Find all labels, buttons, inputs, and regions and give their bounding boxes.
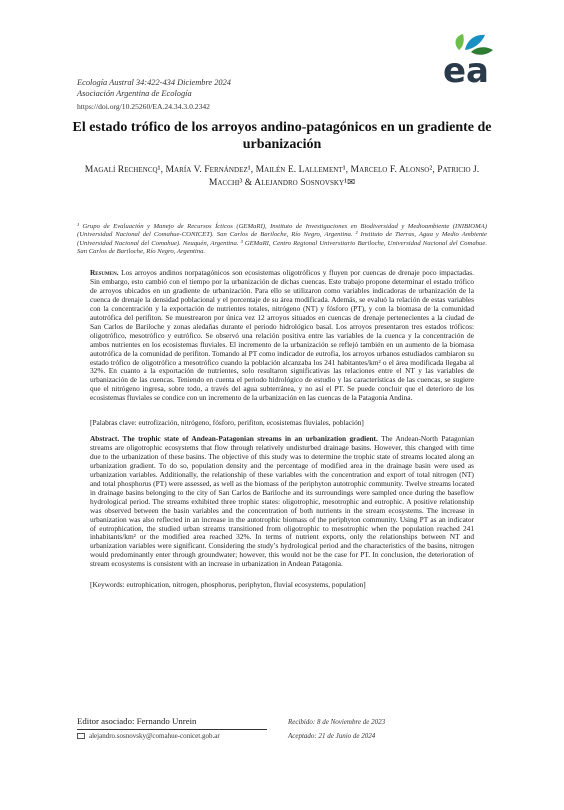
doi-link[interactable]: https://doi.org/10.25260/EA.24.34.3.0.2342: [77, 102, 210, 111]
abstract-es-heading: Resumen.: [90, 268, 119, 277]
accepted-date: Aceptado: 21 de Junio de 2024: [288, 732, 376, 740]
journal-society: Asociación Argentina de Ecología: [77, 89, 192, 98]
affiliations: ¹ Grupo de Evaluación y Manejo de Recursos Ícticos (GEMaRI), Instituto de Investigaciones en Biodiversidad y Medioambiente (INIBIOMA) (Universidad Nacional del Comahue-CONICET). San Carlos de Bariloche, Río Negro, Argentina. ² Instituto de Tierras, Agua y Medio Ambiente (Universidad Nacional del Comahue). Neuquén, Argentina. ³ GEMaRI, Centro Regional Universitario Bariloche, Universidad Nacional del Comahue. San Carlos de Bariloche, Río Negro, Argentina.: [77, 223, 487, 256]
abstract-es: [90, 269, 474, 403]
logo-text: ea: [443, 51, 490, 88]
article-title: El estado trófico de los arroyos andino-patagónicos en un gradiente de urbanización: [72, 120, 492, 152]
footer-divider: [77, 729, 267, 730]
abstract-en: [90, 435, 474, 569]
abstract-es-text: Los arroyos andinos norpatagónicos son ecosistemas oligotróficos y fluyen por cuencas de drenaje poco impactadas. Sin embargo, esto cambió con el tiempo por la urbanización de dichas cuencas. Este trabajo propone determinar el estado trófico de arroyos ubicados en un gradiente de urbanización. Para ello se utilizaron como variables indicadoras de urbanización de la cuenca de drenaje la densidad poblacional y el porcentaje de su área modificada. Además, se evaluó la relación de estas variables con la concentración y la exportación de nutrientes totales, nitrógeno (NT) y fósforo (PT), y con la biomasa de la comunidad autotrófica del perifiton. Se muestrearon por única vez 12 arroyos situados en cuencas de drenaje pertenecientes a la ciudad de San Carlos de Bariloche y zonas aledañas durante el periodo hidrológico basal. Los arroyos presentaron tres estados tróficos: oligotrófico, mesotrófico y eutrófico. Se observó una relación positiva entre las variables de la cuenca y la concentración de ambos nutrientes en los ecosistemas fluviales. El incremento de la urbanización se reflejó también en un aumento de la biomasa autotrófica de la comunidad de perifiton. Tomando al PT como indicador de eutrofia, los arroyos urbanos estudiados cambiaron su estado trófico de oligotrófico a mesotrófico cuando la población alcanzaba los 241 habitantes/km² o el área modificada llegaba al 32%. En cuanto a la exportación de nutrientes, solo resultaron significativas las relaciones entre el NT y las variables de urbanización de las cuencas. Teniendo en cuenta el periodo hidrológico de estudio y las características de las cuencas, se sugiere que el nitrógeno ingresa, sobre todo, a través del agua subterránea, y no así el PT. Se puede concluir que el deterioro de los ecosistemas fluviales se condice con un incremento de la urbanización en las cuencas de la Patagonia Andina.: [90, 268, 475, 403]
envelope-icon: [77, 733, 85, 739]
corresponding-email[interactable]: [77, 732, 220, 740]
journal-logo: [441, 26, 499, 88]
email-text[interactable]: alejandro.sosnovsky@comahue-conicet.gob.ar: [89, 732, 220, 740]
associate-editor: Editor asociado: Fernando Unrein: [77, 716, 197, 726]
received-date: Recibido: 8 de Noviembre de 2023: [288, 718, 386, 726]
abstract-en-text: The Andean-North Patagonian streams are oligotrophic ecosystems that flow through relatively undisturbed drainage basins. However, this changed with time due to the urbanization of these basins. The objective of this study was to determine the trophic state of streams located along an urbanization gradient. To do so, population density and the percentage of modified area in the drainage basin were used as urbanization variables. Additionally, the relationship of these variables with the concentration and export of total nitrogen (NT) and total phosphorus (PT) were assessed, as well as the biomass of the periphyton autotrophic community. Twelve streams located in drainage basins belonging to the city of San Carlos de Bariloche and its surroundings were sampled once during the baseflow hydrological period. The streams exhibited three trophic states: oligotrophic, mesotrophic and eutrophic. A positive relationship was observed between the basin variables and the concentration of both nutrients in the stream ecosystems. The increase in urbanization was also reflected in an increase in the autotrophic biomass of the periphyton community. Using PT as an indicator of eutrophication, the studied urban streams transitioned from oligotrophic to mesotrophic when the population reached 241 inhabitants/km² or the modified area reached 32%. In terms of nutrient exports, only the relationships between NT and urbanization variables were significant. Considering the study’s hydrological period and the characteristics of the basins, nitrogen would predominantly enter through groundwater; however, this would not be the case for PT. In conclusion, the deterioration of stream ecosystems is consistent with an increase in urbanization in Andean Patagonia.: [90, 434, 474, 569]
journal-citation: Ecología Austral 34:422-434 Diciembre 2024: [77, 78, 231, 87]
keywords-en: [Keywords: eutrophication, nitrogen, phosphorus, periphyton, fluvial ecosystems, population]: [90, 580, 366, 589]
abstract-en-heading: Abstract. The trophic state of Andean-Patagonian streams in an urbanization gradient.: [90, 434, 378, 443]
author-list: Magalí Rechencq¹, María V. Fernández¹, Mailén E. Lallement¹, Marcelo F. Alonso², Patricio J. Macchi³ & Alejandro Sosnovsky¹✉: [84, 164, 480, 188]
keywords-es: [Palabras clave: eutrofización, nitrógeno, fósforo, perifiton, ecosistemas fluviales, población]: [90, 418, 364, 427]
